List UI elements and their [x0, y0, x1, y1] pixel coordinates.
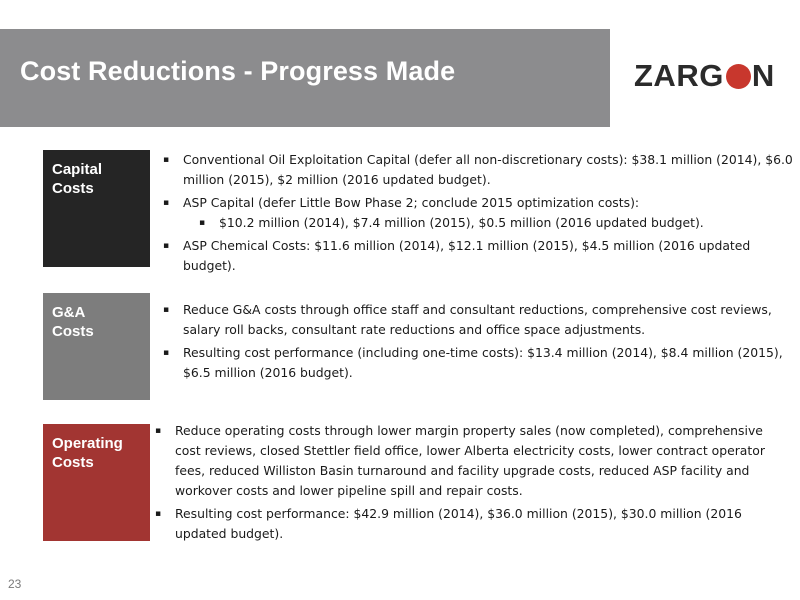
bullet-icon: ▪ — [163, 241, 170, 251]
list-item — [163, 300, 783, 340]
bullet-text: Reduce operating costs through lower margin property sales (now completed), comprehensive cost reviews, closed Stettler field office, lower Alberta electricity costs, lower contract operator fees, reduced Williston Basin turnaround and facility upgrade costs, reduced ASP facility and workover costs and lower pipeline spill and repair costs. — [175, 423, 765, 498]
bullet-text: Resulting cost performance (including one-time costs): $13.4 million (2014), $8.4 million (2015), $6.5 million (2016 budget). — [183, 345, 783, 380]
bullet-icon: ▪ — [155, 509, 162, 519]
list-item — [163, 193, 793, 213]
logo-text-start: ZARG — [634, 58, 724, 93]
bullet-icon: ▪ — [199, 218, 206, 228]
capital-costs-list — [163, 150, 793, 279]
operating-costs-label-box: Operating Costs — [43, 424, 150, 541]
ga-costs-label-box: G&A Costs — [43, 293, 150, 400]
capital-costs-label-box: Capital Costs — [43, 150, 150, 267]
bullet-text: Conventional Oil Exploitation Capital (defer all non-discretionary costs): $38.1 million (2014), $6.0 million (2015), $2 million (2016 updated budget). — [183, 152, 793, 187]
list-item — [163, 213, 793, 233]
list-item — [163, 150, 793, 190]
zargon-logo — [634, 60, 775, 92]
list-item — [163, 343, 783, 383]
bullet-icon: ▪ — [163, 348, 170, 358]
bullet-text: Reduce G&A costs through office staff and consultant reductions, comprehensive cost reviews, salary roll backs, consultant rate reductions and office space adjustments. — [183, 302, 772, 337]
ga-costs-list — [163, 300, 783, 386]
bullet-icon: ▪ — [163, 155, 170, 165]
bullet-text: $10.2 million (2014), $7.4 million (2015), $0.5 million (2016 updated budget). — [219, 215, 704, 230]
bullet-icon: ▪ — [155, 426, 162, 436]
logo-o-circle-icon — [726, 64, 751, 89]
bullet-text: ASP Chemical Costs: $11.6 million (2014), $12.1 million (2015), $4.5 million (2016 updated budget). — [183, 238, 751, 273]
list-item — [155, 504, 785, 544]
logo-text-end: N — [751, 58, 775, 93]
page-number: 23 — [8, 577, 22, 591]
operating-costs-list — [155, 421, 785, 547]
page-title: Cost Reductions - Progress Made — [20, 56, 456, 86]
bullet-icon: ▪ — [163, 305, 170, 315]
list-item — [163, 236, 793, 276]
bullet-text: ASP Capital (defer Little Bow Phase 2; conclude 2015 optimization costs): — [183, 195, 640, 210]
bullet-text: Resulting cost performance: $42.9 million (2014), $36.0 million (2015), $30.0 million (2016 updated budget). — [175, 506, 742, 541]
bullet-icon: ▪ — [163, 198, 170, 208]
list-item — [155, 421, 785, 501]
